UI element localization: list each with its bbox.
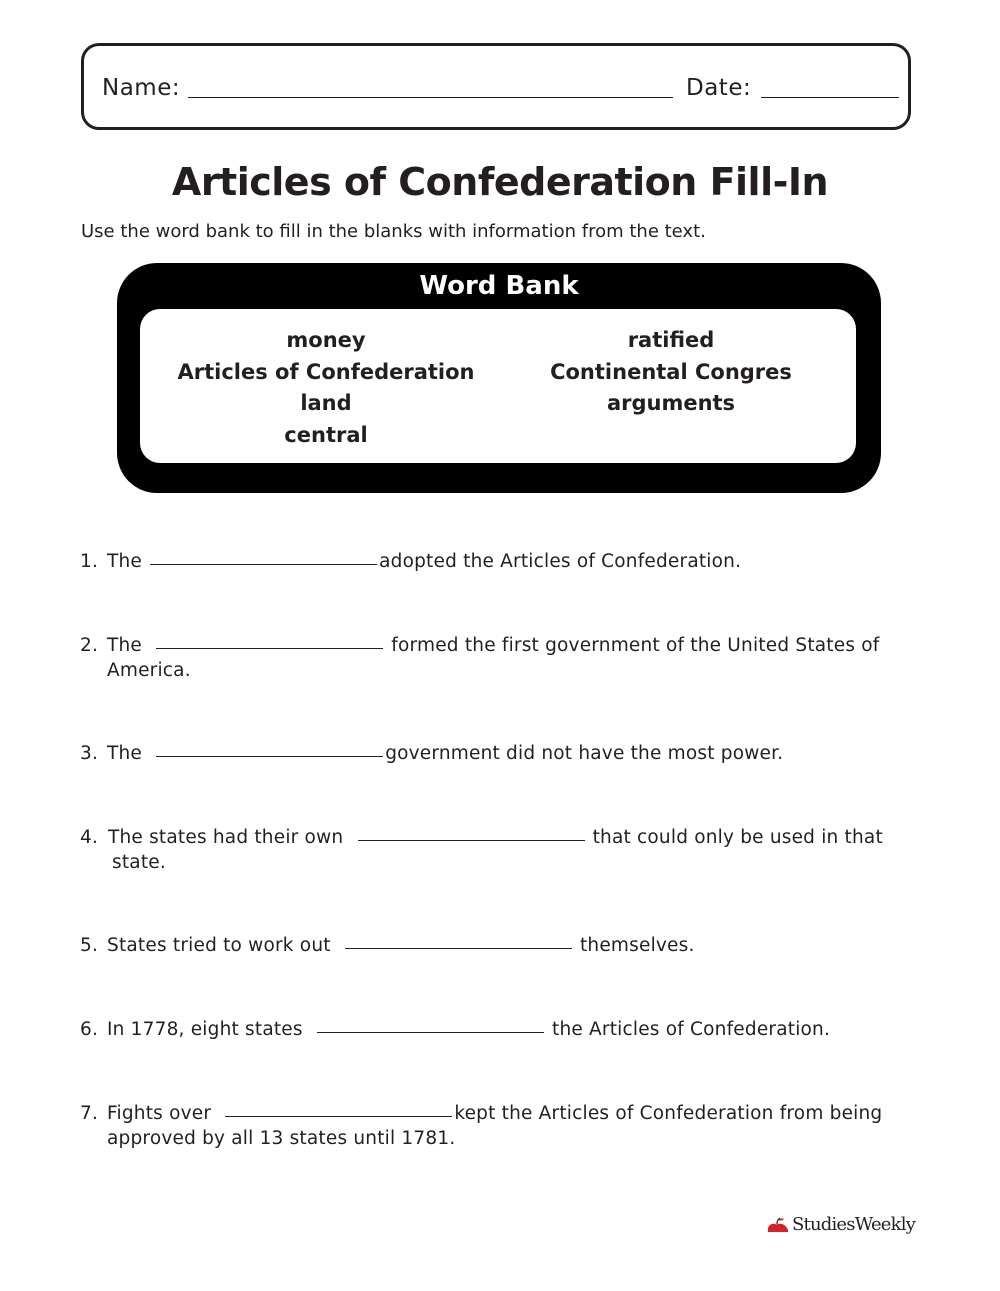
question-text-continued: approved by all 13 states until 1781.: [107, 1128, 456, 1149]
question-number: 6.: [80, 1019, 99, 1040]
logo-text: StudiesWeekly: [792, 1214, 916, 1235]
question-number: 1.: [80, 551, 99, 572]
name-label: Name:: [102, 75, 181, 101]
name-field[interactable]: [188, 97, 673, 98]
question-text: The government did not have the most power.: [107, 743, 784, 764]
word-bank-left-column: [170, 325, 482, 451]
name-date-header: [81, 43, 911, 130]
question-text: The adopted the Articles of Confederation.: [107, 551, 742, 572]
question-number: 2.: [80, 635, 99, 656]
word-bank-word: money: [286, 328, 366, 352]
page-title: Articles of Confederation Fill-In: [171, 160, 829, 204]
question-text-continued: state.: [112, 852, 166, 873]
word-bank-list: [140, 309, 856, 463]
answer-blank[interactable]: [358, 840, 585, 841]
word-bank-word: arguments: [606, 391, 736, 415]
question-number: 4.: [80, 827, 99, 848]
question-number: 5.: [80, 935, 99, 956]
word-bank-right-column: [518, 325, 824, 420]
question-number: 3.: [80, 743, 99, 764]
question-text: Fights over kept the Articles of Confederation from being: [107, 1103, 883, 1124]
instructions-text: Use the word bank to fill in the blanks with information from the text.: [81, 221, 706, 242]
answer-blank[interactable]: [345, 948, 572, 949]
answer-blank[interactable]: [150, 564, 377, 565]
answer-blank[interactable]: [317, 1032, 544, 1033]
word-bank: [117, 263, 881, 493]
answer-blank[interactable]: [156, 756, 383, 757]
answer-blank[interactable]: [225, 1116, 452, 1117]
date-field[interactable]: [761, 97, 899, 98]
answer-blank[interactable]: [156, 648, 383, 649]
word-bank-word: land: [300, 391, 352, 415]
date-label: Date:: [686, 75, 752, 101]
question-text: The formed the first government of the United States of: [107, 635, 880, 656]
word-bank-word: ratified: [627, 328, 715, 352]
word-bank-word: Continental Congres: [550, 359, 792, 384]
word-bank-word: Articles of Confederation: [177, 359, 475, 384]
question-text-continued: America.: [107, 660, 191, 681]
question-text: In 1778, eight states the Articles of Confederation.: [107, 1019, 831, 1040]
word-bank-title: Word Bank: [419, 271, 579, 301]
word-bank-word: central: [284, 422, 368, 447]
question-text: The states had their own that could only be used in that: [108, 827, 883, 848]
question-number: 7.: [80, 1103, 99, 1124]
question-text: States tried to work out themselves.: [107, 935, 695, 956]
apple-icon: [766, 1216, 790, 1234]
